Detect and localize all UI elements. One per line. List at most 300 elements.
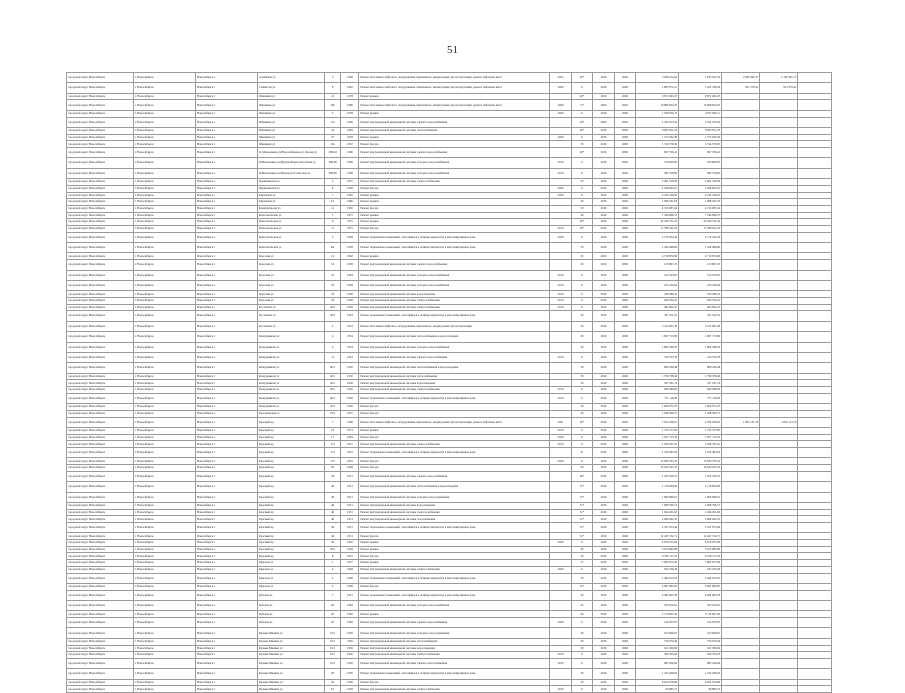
period-end-cell: 2048 bbox=[614, 560, 635, 567]
period-end-cell: 2048 bbox=[614, 509, 635, 516]
cost-other-cell bbox=[760, 321, 798, 331]
municipality-cell: городской округ Новосибирск bbox=[67, 158, 134, 168]
year-built-cell: 1948 bbox=[341, 465, 359, 472]
street-cell: Красный пр bbox=[257, 509, 324, 516]
cost-other-cell bbox=[760, 168, 798, 178]
cost-total-cell: 6 022 676,80 bbox=[636, 679, 679, 686]
cost-fund-cell: 236 386,41 bbox=[679, 291, 722, 298]
table-row bbox=[67, 219, 832, 226]
city-cell: г. Новосибирск bbox=[133, 560, 195, 567]
extra-cell bbox=[798, 638, 832, 645]
cost-fund-cell: 66 883,72 bbox=[679, 686, 722, 693]
extra-cell bbox=[798, 560, 832, 567]
house-cell: 300/48 bbox=[324, 168, 341, 178]
settlement-cell: Новосибирск г bbox=[195, 291, 257, 298]
wear-cell: 6 bbox=[571, 458, 592, 465]
cost-extra-cell bbox=[722, 363, 760, 373]
settlement-cell: Новосибирск г bbox=[195, 553, 257, 560]
street-cell: Кубовая ул bbox=[257, 611, 324, 618]
cost-other-cell bbox=[760, 583, 798, 590]
city-cell: г. Новосибирск bbox=[133, 427, 195, 434]
year-built-cell: 1955 bbox=[341, 553, 359, 560]
cost-extra-cell bbox=[722, 205, 760, 212]
work-type-cell: Ремонт фасада bbox=[359, 141, 550, 148]
street-cell: Кубовая ул bbox=[257, 600, 324, 610]
extra-cell bbox=[798, 127, 832, 134]
city-cell: г. Новосибирск bbox=[133, 611, 195, 618]
city-cell: г. Новосибирск bbox=[133, 373, 195, 380]
work-type-cell: Ремонт подвальных помещений, относящихся к общему имуществу в многоквартирном доме bbox=[359, 393, 550, 403]
period-start-cell: 2019 bbox=[593, 628, 614, 638]
table-row bbox=[67, 465, 832, 472]
settlement-cell: Новосибирск г bbox=[195, 73, 257, 83]
house-cell: 300/48 bbox=[324, 158, 341, 168]
cost-fund-cell: 632 256,46 bbox=[679, 566, 722, 573]
municipality-cell: городской округ Новосибирск bbox=[67, 465, 134, 472]
table-row bbox=[67, 458, 832, 465]
table-row bbox=[67, 179, 832, 186]
municipality-cell: городской округ Новосибирск bbox=[67, 380, 134, 387]
house-cell: 30/3 bbox=[324, 311, 341, 321]
table-row bbox=[67, 434, 832, 441]
city-cell: г. Новосибирск bbox=[133, 540, 195, 547]
street-cell: Кузьмы Минина ул bbox=[257, 686, 324, 693]
house-cell: 4 bbox=[324, 321, 341, 331]
street-cell: Кировская ул bbox=[257, 199, 324, 206]
street-cell: Кубовая ул bbox=[257, 590, 324, 600]
street-cell: Красный пр bbox=[257, 458, 324, 465]
city-cell: г. Новосибирск bbox=[133, 205, 195, 212]
settlement-cell: Новосибирск г bbox=[195, 471, 257, 481]
wear-cell: 20 bbox=[571, 321, 592, 331]
house-cell: 5 bbox=[324, 110, 341, 117]
cost-fund-cell: 10 634 225,33 bbox=[679, 465, 722, 472]
period-end-cell: 2048 bbox=[614, 380, 635, 387]
street-cell: Кошурникова ул bbox=[257, 393, 324, 403]
city-cell: г. Новосибирск bbox=[133, 502, 195, 509]
extra-cell bbox=[798, 73, 832, 83]
city-cell: г. Новосибирск bbox=[133, 566, 195, 573]
house-cell: 20/2 bbox=[324, 304, 341, 311]
cost-extra-cell bbox=[722, 260, 760, 270]
period-start-cell: 2019 bbox=[593, 523, 614, 533]
house-cell: 175 bbox=[324, 458, 341, 465]
period-start-cell: 2019 bbox=[593, 686, 614, 693]
extra-cell bbox=[798, 380, 832, 387]
house-cell: 5а bbox=[324, 270, 341, 280]
period-start-cell: 2019 bbox=[593, 127, 614, 134]
year-built-cell: 1958 bbox=[341, 280, 359, 290]
cost-fund-cell: 1 439 408,60 bbox=[679, 243, 722, 253]
year-built-cell: 1956 bbox=[341, 380, 359, 387]
table-row bbox=[67, 618, 832, 628]
cost-extra-cell: 2 936 490,17 bbox=[722, 73, 760, 83]
planned-year-cell: 2029 bbox=[550, 434, 571, 441]
extra-cell bbox=[798, 179, 832, 186]
cost-fund-cell: 321 911,61 bbox=[679, 311, 722, 321]
period-end-cell: 2048 bbox=[614, 141, 635, 148]
extra-cell bbox=[798, 566, 832, 573]
settlement-cell: Новосибирск г bbox=[195, 652, 257, 659]
settlement-cell: Новосибирск г bbox=[195, 321, 257, 331]
wear-cell: 6 bbox=[571, 298, 592, 305]
municipality-cell: городской округ Новосибирск bbox=[67, 363, 134, 373]
period-start-cell: 2019 bbox=[593, 168, 614, 178]
cost-other-cell: 1 852 131,76 bbox=[760, 417, 798, 427]
table-row bbox=[67, 566, 832, 573]
house-cell: 6 bbox=[324, 185, 341, 192]
table-row bbox=[67, 225, 832, 232]
street-cell: Кошурникова ул bbox=[257, 373, 324, 380]
extra-cell bbox=[798, 270, 832, 280]
period-start-cell: 2019 bbox=[593, 458, 614, 465]
extra-cell bbox=[798, 311, 832, 321]
street-cell: Кошурникова ул bbox=[257, 380, 324, 387]
house-cell: 399/44 bbox=[324, 148, 341, 158]
work-type-cell: Ремонт фасада bbox=[359, 679, 550, 686]
cost-fund-cell: 1 804 438,35 bbox=[679, 342, 722, 352]
cost-fund-cell: 7 540 096,57 bbox=[679, 212, 722, 219]
planned-year-cell: 2021 bbox=[550, 417, 571, 427]
work-type-cell: Ремонт внутридомовой инженерной системы холодного водоснабжения bbox=[359, 600, 550, 610]
period-start-cell: 2019 bbox=[593, 482, 614, 492]
table-row bbox=[67, 342, 832, 352]
cost-other-cell bbox=[760, 393, 798, 403]
cost-other-cell bbox=[760, 304, 798, 311]
cost-other-cell bbox=[760, 179, 798, 186]
planned-year-cell bbox=[550, 645, 571, 652]
municipality-cell: городской округ Новосибирск bbox=[67, 658, 134, 668]
cost-other-cell bbox=[760, 253, 798, 260]
city-cell: г. Новосибирск bbox=[133, 533, 195, 540]
period-start-cell: 2019 bbox=[593, 560, 614, 567]
cost-other-cell: 951 279,41 bbox=[760, 83, 798, 93]
work-type-cell: Ремонт внутридомовой инженерной системы газоснабжения bbox=[359, 516, 550, 523]
year-built-cell: 1978 bbox=[341, 110, 359, 117]
cost-extra-cell bbox=[722, 321, 760, 331]
city-cell: г. Новосибирск bbox=[133, 686, 195, 693]
period-end-cell: 2048 bbox=[614, 110, 635, 117]
city-cell: г. Новосибирск bbox=[133, 93, 195, 100]
settlement-cell: Новосибирск г bbox=[195, 352, 257, 362]
year-built-cell: 1951 bbox=[341, 492, 359, 502]
period-end-cell: 2048 bbox=[614, 205, 635, 212]
municipality-cell: городской округ Новосибирск bbox=[67, 110, 134, 117]
planned-year-cell bbox=[550, 141, 571, 148]
period-start-cell: 2019 bbox=[593, 658, 614, 668]
wear-cell: 51* bbox=[571, 502, 592, 509]
cost-total-cell: 985 456,94 bbox=[636, 658, 679, 668]
extra-cell bbox=[798, 373, 832, 380]
period-start-cell: 2019 bbox=[593, 332, 614, 342]
year-built-cell: 1954 bbox=[341, 342, 359, 352]
period-end-cell: 2048 bbox=[614, 192, 635, 199]
cost-total-cell: 7 540 096,57 bbox=[636, 212, 679, 219]
table-row bbox=[67, 560, 832, 567]
wear-cell: 6 bbox=[571, 83, 592, 93]
period-end-cell: 2048 bbox=[614, 387, 635, 394]
cost-extra-cell bbox=[722, 93, 760, 100]
cost-total-cell: 3 260 614,63 bbox=[636, 73, 679, 83]
wear-cell: 6 bbox=[571, 158, 592, 168]
period-start-cell: 2019 bbox=[593, 219, 614, 226]
cost-total-cell: 697 766,41 bbox=[636, 148, 679, 158]
cost-other-cell bbox=[760, 141, 798, 148]
work-type-cell: Ремонт внутридомовой инженерной системы теплоснабжения и водоотведения bbox=[359, 332, 550, 342]
period-start-cell: 2019 bbox=[593, 380, 614, 387]
extra-cell bbox=[798, 83, 832, 93]
cost-other-cell bbox=[760, 590, 798, 600]
year-built-cell: 1994 bbox=[341, 127, 359, 134]
wear-cell: 30 bbox=[571, 628, 592, 638]
municipality-cell: городской округ Новосибирск bbox=[67, 583, 134, 590]
city-cell: г. Новосибирск bbox=[133, 600, 195, 610]
city-cell: г. Новосибирск bbox=[133, 441, 195, 448]
cost-fund-cell: 1 657 115,33 bbox=[679, 434, 722, 441]
planned-year-cell bbox=[550, 628, 571, 638]
cost-other-cell bbox=[760, 387, 798, 394]
city-cell: г. Новосибирск bbox=[133, 509, 195, 516]
cost-total-cell: 236 386,41 bbox=[636, 291, 679, 298]
municipality-cell: городской округ Новосибирск bbox=[67, 410, 134, 417]
cost-fund-cell: 1 998 181,93 bbox=[679, 199, 722, 206]
wear-cell: 51* bbox=[571, 516, 592, 523]
cost-fund-cell: 1 735 377,85 bbox=[679, 427, 722, 434]
period-end-cell: 2048 bbox=[614, 321, 635, 331]
table-row bbox=[67, 387, 832, 394]
cost-other-cell bbox=[760, 628, 798, 638]
planned-year-cell bbox=[550, 523, 571, 533]
street-cell: Крылова ул bbox=[257, 583, 324, 590]
planned-year-cell bbox=[550, 560, 571, 567]
house-cell: 173 bbox=[324, 448, 341, 458]
settlement-cell: Новосибирск г bbox=[195, 458, 257, 465]
cost-extra-cell bbox=[722, 298, 760, 305]
period-start-cell: 2019 bbox=[593, 179, 614, 186]
municipality-cell: городской округ Новосибирск bbox=[67, 638, 134, 645]
period-end-cell: 2048 bbox=[614, 611, 635, 618]
table-row bbox=[67, 417, 832, 427]
cost-other-cell bbox=[760, 232, 798, 242]
work-type-cell: Ремонт или замена лифтового оборудования, признанного непригодным для эксплуатации, ремонт лифтовых шахт bbox=[359, 83, 550, 93]
period-end-cell: 2048 bbox=[614, 618, 635, 628]
wear-cell: 20* bbox=[571, 117, 592, 127]
house-cell: 20 bbox=[324, 679, 341, 686]
cost-extra-cell bbox=[722, 573, 760, 583]
street-cell: Королева ул bbox=[257, 298, 324, 305]
cost-extra-cell bbox=[722, 219, 760, 226]
planned-year-cell: 2029 bbox=[550, 540, 571, 547]
settlement-cell: Новосибирск г bbox=[195, 583, 257, 590]
settlement-cell: Новосибирск г bbox=[195, 253, 257, 260]
street-cell: Кошурникова ул bbox=[257, 363, 324, 373]
wear-cell: 30 bbox=[571, 342, 592, 352]
cost-extra-cell bbox=[722, 502, 760, 509]
settlement-cell: Новосибирск г bbox=[195, 387, 257, 394]
table-row bbox=[67, 352, 832, 362]
city-cell: г. Новосибирск bbox=[133, 410, 195, 417]
wear-cell: 30 bbox=[571, 573, 592, 583]
period-start-cell: 2019 bbox=[593, 566, 614, 573]
extra-cell bbox=[798, 427, 832, 434]
year-built-cell: 1996 bbox=[341, 158, 359, 168]
street-cell: Шамшина ул bbox=[257, 134, 324, 141]
municipality-cell: городской округ Новосибирск bbox=[67, 434, 134, 441]
house-cell: 40/1 bbox=[324, 380, 341, 387]
table-row bbox=[67, 404, 832, 411]
period-start-cell: 2019 bbox=[593, 679, 614, 686]
period-start-cell: 2019 bbox=[593, 199, 614, 206]
house-cell: 46 bbox=[324, 509, 341, 516]
period-end-cell: 2048 bbox=[614, 658, 635, 668]
cost-other-cell bbox=[760, 540, 798, 547]
house-cell: 92 bbox=[324, 600, 341, 610]
period-start-cell: 2019 bbox=[593, 540, 614, 547]
city-cell: г. Новосибирск bbox=[133, 393, 195, 403]
planned-year-cell: 2019 bbox=[550, 387, 571, 394]
table-row bbox=[67, 304, 832, 311]
street-cell: Коммунальная ул bbox=[257, 205, 324, 212]
cost-fund-cell: 750 079,40 bbox=[679, 638, 722, 645]
house-cell: 20 bbox=[324, 669, 341, 679]
cost-fund-cell: 123 807,25 bbox=[679, 260, 722, 270]
period-end-cell: 2048 bbox=[614, 645, 635, 652]
period-end-cell: 2048 bbox=[614, 219, 635, 226]
wear-cell: 20 bbox=[571, 199, 592, 206]
cost-other-cell bbox=[760, 523, 798, 533]
planned-year-cell bbox=[550, 679, 571, 686]
cost-other-cell bbox=[760, 148, 798, 158]
planned-year-cell bbox=[550, 482, 571, 492]
house-cell: 5б bbox=[324, 298, 341, 305]
wear-cell: 6 bbox=[571, 270, 592, 280]
year-built-cell: 1973 bbox=[341, 427, 359, 434]
cost-total-cell: 2 179 452,29 bbox=[636, 232, 679, 242]
settlement-cell: Новосибирск г bbox=[195, 260, 257, 270]
cost-total-cell: 2 527 673,40 bbox=[636, 523, 679, 533]
table-row bbox=[67, 448, 832, 458]
period-end-cell: 2048 bbox=[614, 127, 635, 134]
cost-fund-cell: 2 906 262,35 bbox=[679, 516, 722, 523]
municipality-cell: городской округ Новосибирск bbox=[67, 611, 134, 618]
city-cell: г. Новосибирск bbox=[133, 352, 195, 362]
work-type-cell: Ремонт крыши bbox=[359, 219, 550, 226]
table-row bbox=[67, 280, 832, 290]
municipality-cell: городской округ Новосибирск bbox=[67, 393, 134, 403]
house-cell: 10а bbox=[324, 141, 341, 148]
municipality-cell: городской округ Новосибирск bbox=[67, 540, 134, 547]
cost-total-cell: 1 534 465,63 bbox=[636, 448, 679, 458]
period-start-cell: 2019 bbox=[593, 502, 614, 509]
work-type-cell: Ремонт внутридомовой инженерной системы теплоснабжения bbox=[359, 638, 550, 645]
work-type-cell: Ремонт внутридомовой инженерной системы холодного водоснабжения bbox=[359, 342, 550, 352]
planned-year-cell: 2019 bbox=[550, 686, 571, 693]
street-cell: Красный пр bbox=[257, 465, 324, 472]
settlement-cell: Новосибирск г bbox=[195, 148, 257, 158]
house-cell: 4 bbox=[324, 573, 341, 583]
municipality-cell: городской округ Новосибирск bbox=[67, 448, 134, 458]
period-end-cell: 2049 bbox=[614, 199, 635, 206]
year-built-cell: 1966 bbox=[341, 73, 359, 83]
period-end-cell: 2048 bbox=[614, 502, 635, 509]
wear-cell: 26* bbox=[571, 225, 592, 232]
settlement-cell: Новосибирск г bbox=[195, 502, 257, 509]
year-built-cell: 1957 bbox=[341, 179, 359, 186]
cost-total-cell: 2 461 528,36 bbox=[636, 179, 679, 186]
work-type-cell: Ремонт крыши bbox=[359, 540, 550, 547]
planned-year-cell bbox=[550, 205, 571, 212]
wear-cell: 30 bbox=[571, 380, 592, 387]
year-built-cell: 1954 bbox=[341, 332, 359, 342]
period-start-cell: 2019 bbox=[593, 618, 614, 628]
planned-year-cell: 2019 bbox=[550, 352, 571, 362]
table-row bbox=[67, 117, 832, 127]
wear-cell: 40* bbox=[571, 148, 592, 158]
planned-year-cell bbox=[550, 219, 571, 226]
municipality-cell: городской округ Новосибирск bbox=[67, 342, 134, 352]
year-built-cell: 1962 bbox=[341, 253, 359, 260]
work-type-cell: Ремонт внутридомовой инженерной системы горячего водоснабжения bbox=[359, 352, 550, 362]
house-cell: 36 bbox=[324, 471, 341, 481]
cost-fund-cell: 1 223 206,05 bbox=[679, 669, 722, 679]
year-built-cell: 1951 bbox=[341, 590, 359, 600]
settlement-cell: Новосибирск г bbox=[195, 127, 257, 134]
year-built-cell: 1959 bbox=[341, 304, 359, 311]
period-end-cell: 2048 bbox=[614, 212, 635, 219]
cost-extra-cell bbox=[722, 471, 760, 481]
house-cell: 1 bbox=[324, 560, 341, 567]
planned-year-cell bbox=[550, 669, 571, 679]
city-cell: г. Новосибирск bbox=[133, 73, 195, 83]
cost-total-cell: 17 788 161,23 bbox=[636, 225, 679, 232]
cost-extra-cell bbox=[722, 387, 760, 394]
cost-fund-cell: 306 323,18 bbox=[679, 652, 722, 659]
period-start-cell: 2019 bbox=[593, 298, 614, 305]
city-cell: г. Новосибирск bbox=[133, 260, 195, 270]
work-type-cell: Ремонт внутридомовой инженерной системы электроснабжения bbox=[359, 387, 550, 394]
municipality-cell: городской округ Новосибирск bbox=[67, 417, 134, 427]
cost-total-cell: 1 818 659,11 bbox=[636, 110, 679, 117]
planned-year-cell bbox=[550, 533, 571, 540]
planned-year-cell: 2029 bbox=[550, 185, 571, 192]
house-cell: 11 bbox=[324, 205, 341, 212]
settlement-cell: Новосибирск г bbox=[195, 280, 257, 290]
cost-total-cell: 209 704,41 bbox=[636, 298, 679, 305]
settlement-cell: Новосибирск г bbox=[195, 516, 257, 523]
municipality-cell: городской округ Новосибирск bbox=[67, 219, 134, 226]
cost-total-cell: 840 589,83 bbox=[636, 387, 679, 394]
cost-fund-cell: 1 669 071,97 bbox=[679, 404, 722, 411]
planned-year-cell: 2029 bbox=[550, 134, 571, 141]
period-end-cell: 2048 bbox=[614, 280, 635, 290]
municipality-cell: городской округ Новосибирск bbox=[67, 645, 134, 652]
year-built-cell: 1951 bbox=[341, 482, 359, 492]
table-row bbox=[67, 100, 832, 110]
street-cell: Костычева ул bbox=[257, 311, 324, 321]
municipality-cell: городской округ Новосибирск bbox=[67, 404, 134, 411]
street-cell: Комсомольская ул bbox=[257, 243, 324, 253]
planned-year-cell: 2029 bbox=[550, 566, 571, 573]
work-type-cell: Ремонт крыши bbox=[359, 93, 550, 100]
cost-other-cell bbox=[760, 291, 798, 298]
city-cell: г. Новосибирск bbox=[133, 225, 195, 232]
planned-year-cell: 2019 bbox=[550, 158, 571, 168]
period-end-cell: 2048 bbox=[614, 679, 635, 686]
work-type-cell: Ремонт фасада bbox=[359, 583, 550, 590]
cost-fund-cell: 9 872 493,47 bbox=[679, 93, 722, 100]
settlement-cell: Новосибирск г bbox=[195, 219, 257, 226]
city-cell: г. Новосибирск bbox=[133, 148, 195, 158]
